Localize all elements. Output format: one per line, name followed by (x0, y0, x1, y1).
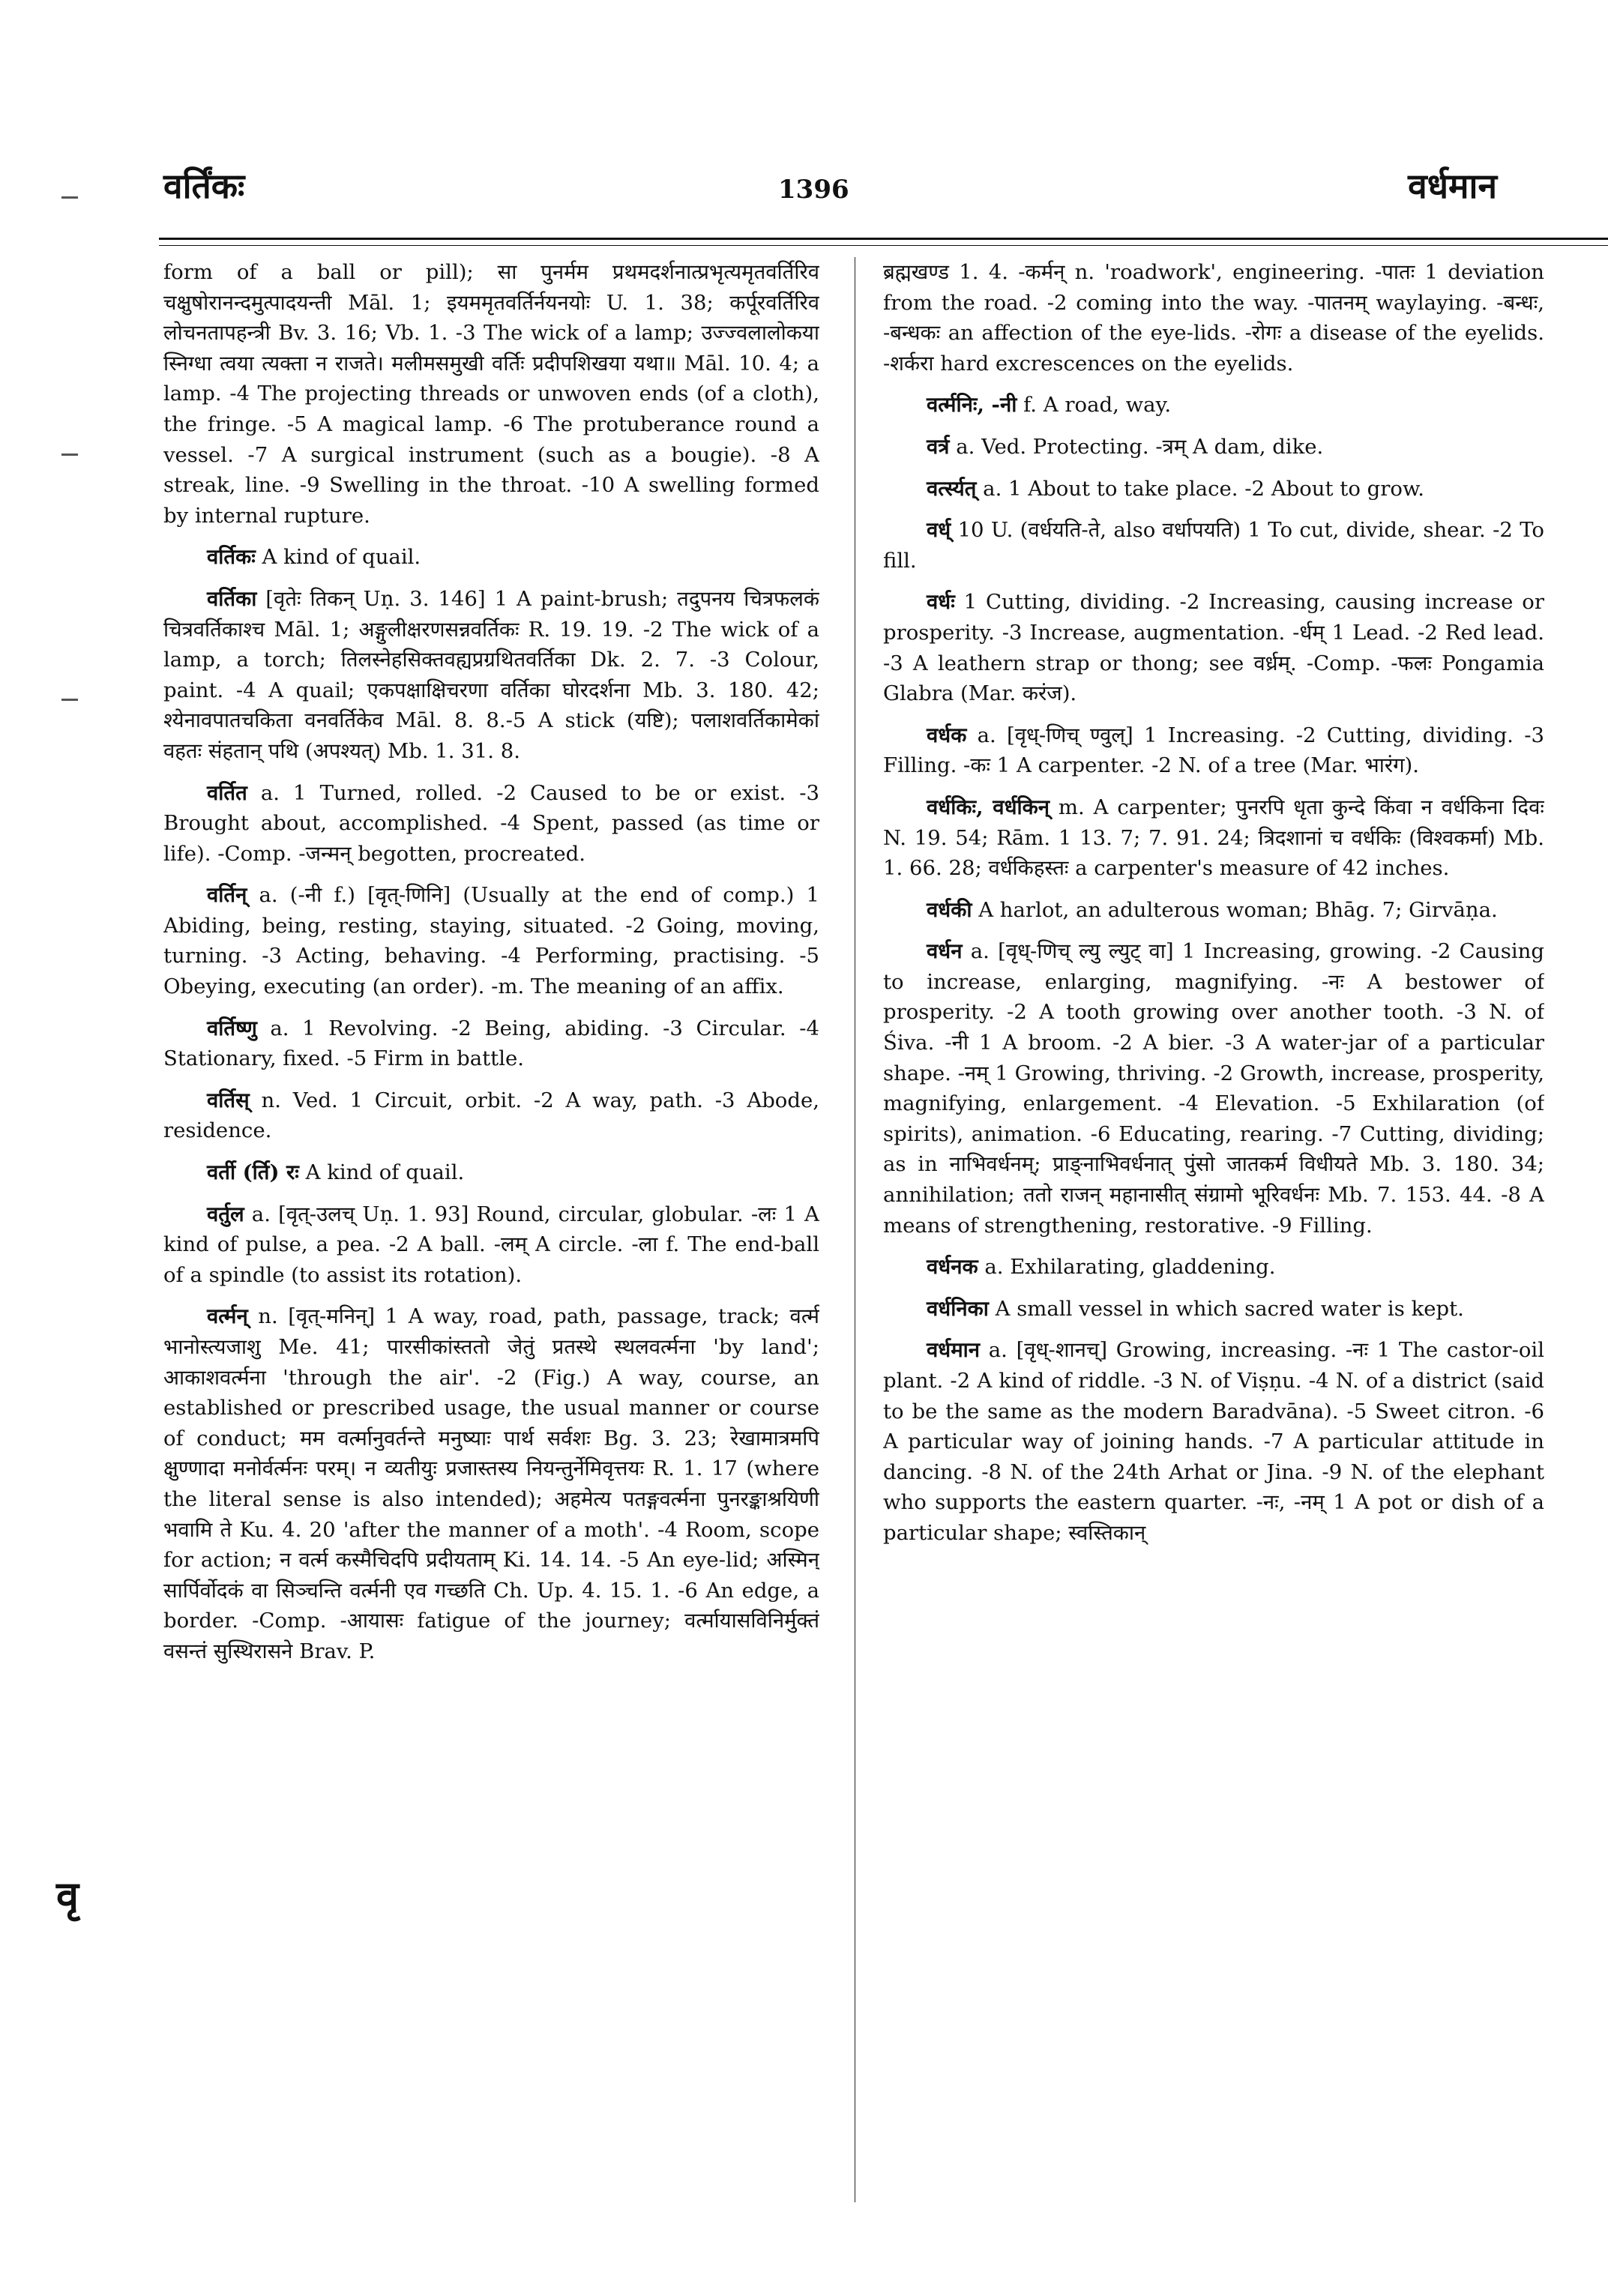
margin-tick (61, 196, 78, 199)
continued-entry (883, 257, 1544, 379)
entry-headword: वर्त्र (927, 434, 950, 459)
entry-definition: A harlot, an adulterous woman; Bhāg. 7; Girvāṇa. (978, 897, 1498, 922)
entry-headword: वर्तिन् (207, 883, 247, 908)
entry-definition: n. [वृत्-मनिन्] 1 A way, road, path, passage, track; वर्त्म भानोस्त्यजाशु Me. 41; पारसीकांस्ततो जेतुं प्रतस्थे स्थलवर्त्मना 'by land'; आकाशवर्त्मना 'through the air'. -2 (Fig.) A way, course, an established or prescribed usage, the usual manner or course of conduct; मम वर्त्मानुवर्तन्ते मनुष्याः पार्थ सर्वशः Bg. 3. 23; रेखामात्रमपि क्षुण्णादा मनोर्वर्त्मनः परम्। न व्यतीयुः प्रजास्तस्य नियन्तुर्नेमिवृत्तयः R. 1. 17 (where the literal sense is also intended); अहमेत्य पतङ्गवर्त्मना पुनरङ्काश्रयिणी भवामि ते Ku. 4. 20 'after the manner of a moth'. -4 Room, scope for action; न वर्त्म कस्मैचिदपि प्रदीयताम् Ki. 14. 14. -5 An eye-lid; अस्मिन् सार्पिर्वोदकं वा सिञ्चन्ति वर्त्मनी एव गच्छति Ch. Up. 4. 15. 1. -6 An edge, a border. -Comp. -आयासः fatigue of the journey; वर्त्मायासविनिर्मुक्तं वसन्तं सुस्थिरासने Brav. P. (163, 1304, 819, 1663)
dictionary-entry (883, 474, 1544, 504)
dictionary-entry (883, 432, 1544, 462)
header-rule-thin (159, 245, 1608, 246)
entry-headword: वर्ध् (927, 518, 951, 543)
margin-tick (61, 699, 78, 701)
entry-headword: वर्धः (927, 590, 955, 615)
dictionary-entry (163, 584, 819, 767)
dictionary-entry (883, 1252, 1544, 1283)
entry-definition: [वृतेः तिकन् Uṇ. 3. 146] 1 A paint-brush; तदुपनय चित्रफलकं चित्रवर्तिकाश्च Māl. 1; अङ्गुलीक्षरणसन्नवर्तिकः R. 19. 19. -2 The wick of a lamp, a torch; तिलस्नेहसिक्तवह्यप्रग्रथितवर्तिका Dk. 2. 7. -3 Colour, paint. -4 A quail; एकपक्षाक्षिचरणा वर्तिका घोरदर्शना Mb. 3. 180. 42; श्येनावपातचकिता वनवर्तिकेव Māl. 8. 8.-5 A stick (यष्टि); पलाशवर्तिकामेकां वहतः संहतान् पथि (अपश्यत्) Mb. 1. 31. 8. (163, 586, 819, 763)
header-rule-thick (159, 238, 1608, 240)
dictionary-entry (883, 587, 1544, 708)
entry-headword: वर्धनिका (927, 1296, 989, 1321)
entry-definition: a. 1 About to take place. -2 About to grow. (983, 476, 1424, 501)
entry-headword: वर्तिस् (207, 1088, 250, 1112)
dictionary-entry (883, 1335, 1544, 1548)
entry-headword: वर्त्मन् (207, 1304, 248, 1329)
entry-definition: a. [वृध्-णिच् ल्यु ल्युट् वा] 1 Increasing, growing. -2 Causing to increase, enlarging, magnifying. -नः A bestower of prosperity. -2 A tooth growing over another tooth. -3 N. of Śiva. -नी 1 A broom. -2 A bier. -3 A water-jar of a particular shape. -नम् 1 Growing, thriving. -2 Growth, increase, prosperity, magnifying, enlargement. -4 Elevation. -5 Exhilaration (of spirits), animation. -6 Educating, rearing. -7 Cutting, dividing; as in नाभिवर्धनम्; प्राङ्नाभिवर्धनात् पुंसो जातकर्म विधीयते Mb. 3. 180. 34; annihilation; ततो राजन् महानासीत् संग्रामो भूरिवर्धनः Mb. 7. 153. 44. -8 A means of strengthening, restorative. -9 Filling. (883, 939, 1544, 1238)
margin-tick (61, 454, 78, 456)
entry-headword: वर्तिष्णु (207, 1016, 257, 1040)
dictionary-entry (883, 390, 1544, 421)
entry-headword: वर्ती (र्ति) रः (207, 1160, 299, 1185)
entry-definition: A kind of quail. (305, 1160, 465, 1185)
dictionary-entry (163, 1157, 819, 1188)
entry-headword: वर्तुल (207, 1202, 244, 1226)
entry-headword: वर्धक (927, 723, 967, 747)
entry-definition: n. Ved. 1 Circuit, orbit. -2 A way, path. -3 Abode, residence. (163, 1088, 819, 1143)
dictionary-entry (883, 792, 1544, 884)
entry-headword: वर्तिका (207, 586, 257, 611)
entry-definition: form of a ball or pill); सा पुनर्मम प्रथमदर्शनात्प्रभृत्यमृतवर्तिरिव चक्षुषोरानन्दमुत्पादयन्ती Māl. 1; इयममृतवर्तिर्नयनयोः U. 1. 38; कर्पूरवर्तिरिव लोचनतापहन्त्री Bv. 3. 16; Vb. 1. -3 The wick of a lamp; उज्ज्वलालोकया स्निग्धा त्वया त्यक्ता न राजते। मलीमसमुखी वर्तिः प्रदीपशिखया यथा॥ Māl. 10. 4; a lamp. -4 The projecting threads or unwoven ends (of a cloth), the fringe. -5 A magical lamp. -6 The protuberance round a vessel. -7 A surgical instrument (such as a bougie). -8 A streak, line. -9 Swelling in the throat. -10 A swelling formed by internal rupture. (163, 260, 819, 528)
entry-definition: 1 Cutting, dividing. -2 Increasing, causing increase or prosperity. -3 Increase, augmentation. -र्धम् 1 Lead. -2 Red lead. -3 A leathern strap or thong; see वर्ध्रम्. -Comp. -फलः Pongamia Glabra (Mar. करंज). (883, 590, 1544, 706)
entry-definition: f. A road, way. (1023, 393, 1172, 418)
dictionary-entry (163, 1199, 819, 1291)
entry-headword: वर्त्मनिः, -नी (927, 393, 1017, 418)
entry-headword: वर्धकिः, वर्धकिन् (927, 795, 1050, 819)
entry-headword: वर्धन (927, 939, 963, 964)
continued-entry (163, 257, 819, 531)
entry-definition: a. 1 Turned, rolled. -2 Caused to be or exist. -3 Brought about, accomplished. -4 Spent, passed (as time or life). -Comp. -जन्मन् begotten, procreated. (163, 780, 819, 866)
entry-headword: वर्धमान (927, 1338, 981, 1363)
dictionary-entry (163, 778, 819, 870)
entry-definition: m. A carpenter; पुनरपि धृता कुन्दे किंवा न वर्धकिना दिवः N. 19. 54; Rām. 1 13. 7; 7. 91. 24; त्रिदशानां च वर्धकिः (विश्वकर्मा) Mb. 1. 66. 28; वर्धकिहस्तः a carpenter's measure of 42 inches. (883, 795, 1544, 881)
entry-headword: वर्तिकः (207, 545, 256, 570)
entry-definition: A small vessel in which sacred water is kept. (995, 1296, 1464, 1321)
running-head-right: वर्धमान (1408, 166, 1497, 206)
margin-thumb-index: वृ (56, 1872, 79, 1920)
entry-definition: a. Exhilarating, gladdening. (984, 1255, 1276, 1280)
dictionary-entry (883, 720, 1544, 781)
entry-definition: a. [वृत्-उलच् Uṇ. 1. 93] Round, circular, globular. -लः 1 A kind of pulse, a pea. -2 A ball. -लम् A circle. -ला f. The end-ball of a spindle (to assist its rotation). (163, 1202, 819, 1287)
entry-headword: वर्धकी (927, 897, 972, 922)
dictionary-entry (163, 880, 819, 1001)
running-head-left: वर्तिंकः (163, 166, 245, 206)
dictionary-entry (163, 1301, 819, 1666)
dictionary-entry (883, 895, 1544, 926)
entry-definition: ब्रह्मखण्ड 1. 4. -कर्मन् n. 'roadwork', engineering. -पातः 1 deviation from the road. -2 coming into the way. -पातनम् waylaying. -बन्धः, -बन्धकः an affection of the eye-lids. -रोगः a disease of the eyelids. -शर्करा hard excrescences on the eyelids. (883, 260, 1544, 376)
dictionary-entry (163, 1085, 819, 1146)
entry-definition: a. Ved. Protecting. -त्रम् A dam, dike. (956, 434, 1324, 459)
entry-definition: a. (-नी f.) [वृत्-णिनि] (Usually at the end of comp.) 1 Abiding, being, resting, staying, situated. -2 Going, moving, turning. -3 Acting, behaving. -4 Performing, practising. -5 Obeying, executing (an order). -m. The meaning of an affix. (163, 883, 819, 999)
entry-definition: a. [वृध्-णिच् ण्वुल्] 1 Increasing. -2 Cutting, dividing. -3 Filling. -कः 1 A carpenter. -2 N. of a tree (Mar. भारंग). (883, 723, 1544, 778)
entry-definition: a. [वृध्-शानच्] Growing, increasing. -नः 1 The castor-oil plant. -2 A kind of riddle. -3 N. of Viṣṇu. -4 N. of a district (said to be the same as the modern Baradvāna). -5 Sweet citron. -6 A particular way of joining hands. -7 A particular attitude in dancing. -8 N. of the 24th Arhat or Jina. -9 N. of the elephant who supports the eastern quarter. -नः, -नम् 1 A pot or dish of a particular shape; स्वस्तिकान् (883, 1338, 1544, 1545)
dictionary-entry (883, 515, 1544, 576)
dictionary-entry (163, 1013, 819, 1074)
entry-headword: वर्धनक (927, 1255, 978, 1280)
dictionary-entry (163, 542, 819, 573)
entry-definition: a. 1 Revolving. -2 Being, abiding. -3 Circular. -4 Stationary, fixed. -5 Firm in battle. (163, 1016, 819, 1071)
left-column (163, 257, 819, 2296)
entry-definition: A kind of quail. (262, 545, 421, 570)
dictionary-entry (883, 936, 1544, 1241)
entry-headword: वर्त्स्यत् (927, 476, 977, 501)
entry-definition: 10 U. (वर्धयति-ते, also वर्धापयति) 1 To cut, divide, shear. -2 To fill. (883, 518, 1544, 573)
page-number: 1396 (778, 175, 849, 205)
entry-headword: वर्तित (207, 780, 247, 805)
dictionary-entry (883, 1294, 1544, 1325)
right-column (883, 257, 1544, 2296)
